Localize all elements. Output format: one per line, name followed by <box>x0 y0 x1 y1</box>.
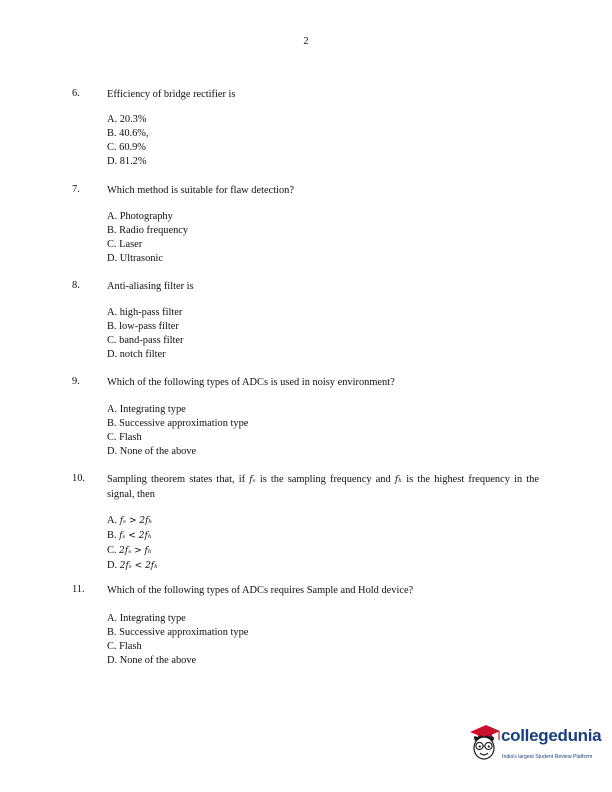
logo-tagline: India's largest Student Review Platform <box>502 754 593 760</box>
question-number: 7. <box>72 184 80 195</box>
question-text: Which of the following types of ADCs is used in noisy environment? <box>107 377 395 388</box>
option-b: B. low-pass filter <box>107 320 179 332</box>
highest-frequency-symbol: fₕ <box>394 475 403 485</box>
option-d <box>107 559 158 574</box>
option-c: C. Flash <box>107 431 142 443</box>
option-c <box>107 544 158 559</box>
logo-text: collegedunia <box>501 726 602 745</box>
option-d: D. Ultrasonic <box>107 252 163 264</box>
option-b: B. Successive approximation type <box>107 626 249 638</box>
option-a: A. 20.3% <box>107 114 147 125</box>
options-list <box>107 514 158 574</box>
question-text: Efficiency of bridge rectifier is <box>107 89 236 100</box>
text-part: is the sampling frequency and <box>255 474 395 485</box>
option-b: B. Successive approximation type <box>107 417 249 429</box>
text-part: is the highest frequency in the signal, then <box>107 474 539 500</box>
question-text: Which of the following types of ADCs requires Sample and Hold device? <box>107 585 414 596</box>
mascot-icon <box>466 722 502 766</box>
option-a: A. Integrating type <box>107 613 186 624</box>
options-list <box>107 113 149 169</box>
option-a: A. high-pass filter <box>107 307 183 318</box>
option-c: C. Flash <box>107 640 142 652</box>
option-expression: 2fₛ > fₕ <box>119 545 152 556</box>
question-number: 6. <box>72 88 80 99</box>
question-number: 10. <box>72 473 85 484</box>
options-list <box>107 306 183 362</box>
option-b <box>107 529 158 544</box>
options-list <box>107 403 248 459</box>
option-c: C. 60.9% <box>107 141 146 153</box>
option-d: D. None of the above <box>107 654 197 666</box>
question-number: 9. <box>72 376 80 387</box>
options-list <box>107 210 188 266</box>
option-label: B. <box>107 529 117 541</box>
option-d: D. None of the above <box>107 445 197 457</box>
option-expression: fₛ < 2fₕ <box>119 530 152 541</box>
text-part: Sampling theorem states that, if <box>107 474 250 485</box>
question-number: 8. <box>72 280 80 291</box>
option-a: A. Integrating type <box>107 404 186 415</box>
option-c: C. band-pass filter <box>107 334 184 346</box>
option-label: C. <box>107 544 117 556</box>
question-text: Which method is suitable for flaw detection? <box>107 185 294 196</box>
collegedunia-logo <box>466 722 606 772</box>
option-label: D. <box>107 559 118 571</box>
option-d: D. notch filter <box>107 348 166 360</box>
option-a: A. Photography <box>107 211 173 222</box>
page-number: 2 <box>303 36 309 47</box>
question-text <box>107 473 539 501</box>
question-text: Anti-aliasing filter is <box>107 281 194 292</box>
option-expression: 2fₛ < 2fₕ <box>119 560 159 571</box>
option-b: B. Radio frequency <box>107 224 189 236</box>
options-list <box>107 612 248 668</box>
option-b: B. 40.6%, <box>107 127 149 139</box>
option-label: A. <box>107 515 118 526</box>
option-c: C. Laser <box>107 238 143 250</box>
option-a <box>107 514 158 529</box>
option-d: D. 81.2% <box>107 155 147 167</box>
option-expression: fₛ > 2fₕ <box>119 516 153 526</box>
question-number: 11. <box>72 584 85 595</box>
sampling-frequency-symbol: fₛ <box>249 475 256 485</box>
